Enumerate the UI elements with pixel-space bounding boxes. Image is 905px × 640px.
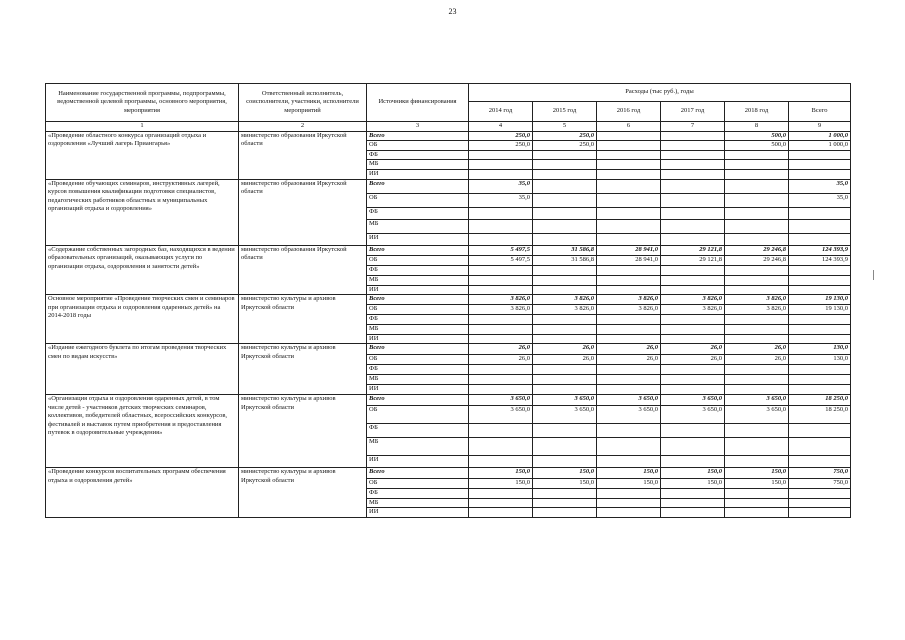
year-value [597,207,661,219]
year-value [469,385,533,395]
funding-source: Всего [367,179,469,193]
year-value [533,334,597,344]
year-value: 3 650,0 [725,405,789,423]
year-value [661,315,725,325]
funding-source: ИИ [367,385,469,395]
year-value [469,160,533,170]
header-executor: Ответственный исполнитель, соисполнители, участники, исполнители мероприятий [239,84,367,122]
year-value [725,498,789,508]
year-value: 500,0 [725,141,789,151]
year-value [533,385,597,395]
year-value [597,160,661,170]
year-value: 3 826,0 [661,295,725,305]
year-value [533,160,597,170]
measure-name: «Организация отдыха и оздоровления одаренных детей, в том числе детей - участников детских творческих семинаров, коллективов, победителей областных, всероссийских конкурсов, фестивалей и выставок путем приобретения и предоставления путевок в оздоровительные учреждения» [46,394,239,467]
year-value [597,150,661,160]
year-value: 3 650,0 [533,405,597,423]
year-value: 3 826,0 [597,295,661,305]
funding-source: МБ [367,160,469,170]
funding-source: ОБ [367,405,469,423]
measure-executor: министерство образования Иркутской области [239,179,367,245]
year-value [597,423,661,437]
year-value [597,193,661,207]
total-value [789,324,851,334]
measure-name: «Проведение обучающих семинаров, инструктивных лагерей, курсов повышения квалификации подготовки специалистов, педагогических работников областных и муниципальных организаций отдыха и оздоровления» [46,179,239,245]
total-value: 1 000,0 [789,131,851,141]
funding-source: ИИ [367,169,469,179]
year-value [469,488,533,498]
year-value: 150,0 [597,467,661,478]
total-value [789,423,851,437]
funding-source: ИИ [367,455,469,467]
year-value: 28 941,0 [597,255,661,265]
funding-source: ОБ [367,355,469,365]
funding-source: ОБ [367,305,469,315]
year-value: 3 826,0 [469,305,533,315]
year-value [533,437,597,455]
year-value: 26,0 [597,355,661,365]
measure-name: «Содержание собственных загородных баз, находящихся в ведении образовательных организаций, оказывающих услуги по организации отдыха, оздоровления и занятости детей» [46,245,239,295]
year-value [725,334,789,344]
year-value: 26,0 [533,344,597,355]
year-value [469,150,533,160]
funding-source: Всего [367,467,469,478]
year-value: 26,0 [661,355,725,365]
year-value [469,315,533,325]
year-value: 26,0 [661,344,725,355]
year-value [725,193,789,207]
funding-source: ОБ [367,255,469,265]
year-value [533,219,597,233]
column-number: 7 [661,122,725,132]
column-number: 3 [367,122,469,132]
total-value [789,455,851,467]
year-value [661,160,725,170]
funding-source: ИИ [367,233,469,245]
year-value [469,324,533,334]
year-value [661,275,725,285]
year-value [469,437,533,455]
year-value: 250,0 [533,131,597,141]
column-number: 6 [597,122,661,132]
total-value: 19 130,0 [789,305,851,315]
budget-table [45,83,851,518]
header-sources: Источники финансирования [367,84,469,122]
total-value: 1 000,0 [789,141,851,151]
header-name: Наименование государственной программы, подпрограммы, ведомственной целевой программы, основного мероприятия, мероприятия [46,84,239,122]
funding-source: МБ [367,437,469,455]
year-value: 5 497,5 [469,255,533,265]
header-year: 2017 год [661,102,725,122]
year-value [597,179,661,193]
measure-executor: министерство культуры и архивов Иркутской области [239,467,367,517]
year-value: 26,0 [533,355,597,365]
total-value [789,315,851,325]
measure-name: «Проведение областного конкурса организаций отдыха и оздоровления «Лучший лагерь Приангарья» [46,131,239,179]
year-value [661,265,725,275]
year-value [533,265,597,275]
year-value [661,169,725,179]
year-value: 150,0 [725,478,789,488]
year-value [725,455,789,467]
year-value [725,423,789,437]
year-value [661,375,725,385]
funding-source: ФБ [367,315,469,325]
year-value [469,207,533,219]
total-value [789,498,851,508]
year-value [533,375,597,385]
year-value [597,315,661,325]
year-value: 29 121,8 [661,255,725,265]
year-value: 150,0 [725,467,789,478]
year-value [597,219,661,233]
table-body [46,131,851,517]
total-value: 130,0 [789,355,851,365]
header-total: Всего [789,102,851,122]
year-value [597,334,661,344]
table-row [46,179,851,193]
year-value: 3 650,0 [725,394,789,405]
measure-executor: министерство образования Иркутской области [239,245,367,295]
total-value: 35,0 [789,179,851,193]
year-value [725,315,789,325]
year-value [533,423,597,437]
year-value: 250,0 [533,141,597,151]
year-value: 3 826,0 [533,305,597,315]
year-value: 3 650,0 [469,405,533,423]
year-value [725,179,789,193]
year-value [469,275,533,285]
column-number: 9 [789,122,851,132]
column-number: 5 [533,122,597,132]
header-year: 2014 год [469,102,533,122]
year-value [725,285,789,295]
measure-executor: министерство образования Иркутской области [239,131,367,179]
year-value [533,207,597,219]
funding-source: Всего [367,394,469,405]
year-value [597,365,661,375]
year-value: 3 650,0 [533,394,597,405]
funding-source: МБ [367,275,469,285]
year-value [469,169,533,179]
year-value [725,385,789,395]
year-value [533,169,597,179]
total-value: 130,0 [789,344,851,355]
total-value [789,207,851,219]
year-value: 26,0 [725,355,789,365]
year-value [725,437,789,455]
year-value [725,219,789,233]
total-value: 750,0 [789,478,851,488]
year-value [597,141,661,151]
total-value [789,365,851,375]
year-value [533,315,597,325]
table-row [46,245,851,255]
total-value [789,437,851,455]
year-value [597,233,661,245]
year-value [597,437,661,455]
table-row [46,131,851,141]
year-value [469,334,533,344]
measure-name: «Проведение конкурсов воспитательных программ обеспечения отдыха и оздоровления детей» [46,467,239,517]
year-value: 31 586,8 [533,245,597,255]
year-value [661,131,725,141]
year-value [469,498,533,508]
year-value: 3 650,0 [661,405,725,423]
funding-source: Всего [367,344,469,355]
year-value: 3 650,0 [597,394,661,405]
year-value [661,219,725,233]
year-value: 150,0 [469,467,533,478]
year-value [661,233,725,245]
year-value [469,219,533,233]
year-value: 26,0 [469,355,533,365]
funding-source: ФБ [367,488,469,498]
year-value [533,324,597,334]
funding-source: ФБ [367,265,469,275]
year-value [725,160,789,170]
year-value [469,265,533,275]
year-value [533,275,597,285]
year-value [661,365,725,375]
column-numbers-row [46,122,851,132]
year-value [597,275,661,285]
year-value [661,179,725,193]
year-value [533,498,597,508]
year-value: 26,0 [597,344,661,355]
year-value [597,375,661,385]
total-value [789,219,851,233]
funding-source: МБ [367,324,469,334]
year-value [661,334,725,344]
total-value [789,375,851,385]
funding-source: ОБ [367,193,469,207]
year-value [469,508,533,518]
year-value [725,375,789,385]
year-value [597,498,661,508]
year-value: 3 826,0 [725,305,789,315]
total-value [789,275,851,285]
year-value [661,141,725,151]
year-value [533,233,597,245]
scan-mark [873,270,874,280]
header-year: 2018 год [725,102,789,122]
funding-source: ОБ [367,141,469,151]
year-value [597,508,661,518]
year-value: 3 826,0 [597,305,661,315]
funding-source: МБ [367,219,469,233]
year-value [597,488,661,498]
year-value [533,285,597,295]
funding-source: ФБ [367,207,469,219]
year-value [533,150,597,160]
year-value [661,455,725,467]
total-value [789,160,851,170]
year-value [469,233,533,245]
year-value [597,265,661,275]
year-value: 35,0 [469,193,533,207]
year-value: 29 121,8 [661,245,725,255]
year-value [661,437,725,455]
year-value [661,207,725,219]
year-value [661,423,725,437]
year-value: 150,0 [533,467,597,478]
year-value [725,508,789,518]
year-value: 150,0 [597,478,661,488]
total-value [789,233,851,245]
year-value [661,498,725,508]
measure-name: Основное мероприятие «Проведение творческих смен и семинаров при организации отдыха и оздоровления одаренных детей» на 2014-2018 годы [46,295,239,344]
year-value [661,508,725,518]
year-value [661,150,725,160]
year-value [533,365,597,375]
column-number: 4 [469,122,533,132]
year-value [469,375,533,385]
year-value [597,385,661,395]
funding-source: ФБ [367,365,469,375]
total-value [789,385,851,395]
year-value: 250,0 [469,141,533,151]
column-number: 1 [46,122,239,132]
table-row [46,394,851,405]
year-value [597,455,661,467]
measure-executor: министерство культуры и архивов Иркутской области [239,394,367,467]
table-row [46,467,851,478]
year-value [725,488,789,498]
year-value [533,455,597,467]
year-value: 3 826,0 [725,295,789,305]
table-row [46,344,851,355]
year-value: 26,0 [469,344,533,355]
total-value: 35,0 [789,193,851,207]
year-value [469,365,533,375]
year-value [469,423,533,437]
year-value: 35,0 [469,179,533,193]
funding-source: ИИ [367,285,469,295]
header-year: 2015 год [533,102,597,122]
measure-executor: министерство культуры и архивов Иркутской области [239,295,367,344]
funding-source: МБ [367,375,469,385]
year-value [725,365,789,375]
year-value [661,285,725,295]
funding-source: ИИ [367,508,469,518]
header-expenses: Расходы (тыс руб.), годы [469,84,851,102]
year-value: 28 941,0 [597,245,661,255]
year-value [469,285,533,295]
year-value [533,193,597,207]
total-value: 19 130,0 [789,295,851,305]
year-value [725,150,789,160]
column-number: 2 [239,122,367,132]
year-value: 29 246,8 [725,245,789,255]
funding-source: Всего [367,131,469,141]
year-value [597,285,661,295]
year-value [661,193,725,207]
year-value [725,265,789,275]
year-value: 31 586,8 [533,255,597,265]
year-value: 3 826,0 [469,295,533,305]
year-value [725,233,789,245]
total-value [789,488,851,498]
year-value: 3 650,0 [597,405,661,423]
year-value [661,488,725,498]
page-number: 23 [448,7,457,16]
total-value [789,334,851,344]
year-value [725,324,789,334]
total-value: 18 250,0 [789,405,851,423]
year-value [533,488,597,498]
year-value [597,169,661,179]
year-value: 150,0 [533,478,597,488]
total-value [789,150,851,160]
funding-source: ИИ [367,334,469,344]
year-value: 26,0 [725,344,789,355]
total-value: 750,0 [789,467,851,478]
total-value [789,508,851,518]
year-value: 150,0 [661,467,725,478]
year-value: 500,0 [725,131,789,141]
total-value [789,265,851,275]
year-value [533,508,597,518]
table-header [46,84,851,132]
funding-source: МБ [367,498,469,508]
year-value: 3 650,0 [469,394,533,405]
year-value [597,131,661,141]
funding-source: ФБ [367,150,469,160]
year-value: 3 826,0 [533,295,597,305]
funding-source: Всего [367,245,469,255]
year-value: 150,0 [469,478,533,488]
year-value: 150,0 [661,478,725,488]
year-value [725,169,789,179]
total-value: 124 393,9 [789,245,851,255]
column-number: 8 [725,122,789,132]
year-value [469,455,533,467]
year-value [725,275,789,285]
year-value [597,324,661,334]
year-value: 5 497,5 [469,245,533,255]
total-value [789,285,851,295]
total-value: 18 250,0 [789,394,851,405]
year-value: 250,0 [469,131,533,141]
funding-source: ОБ [367,478,469,488]
year-value [725,207,789,219]
total-value: 124 393,9 [789,255,851,265]
year-value [533,179,597,193]
header-year: 2016 год [597,102,661,122]
funding-source: ФБ [367,423,469,437]
measure-executor: министерство культуры и архивов Иркутской области [239,344,367,395]
year-value: 29 246,8 [725,255,789,265]
year-value [661,385,725,395]
year-value: 3 826,0 [661,305,725,315]
funding-source: Всего [367,295,469,305]
year-value [661,324,725,334]
measure-name: «Издание ежегодного буклета по итогам проведения творческих смен по видам искусств» [46,344,239,395]
total-value [789,169,851,179]
year-value: 3 650,0 [661,394,725,405]
table-row [46,295,851,305]
